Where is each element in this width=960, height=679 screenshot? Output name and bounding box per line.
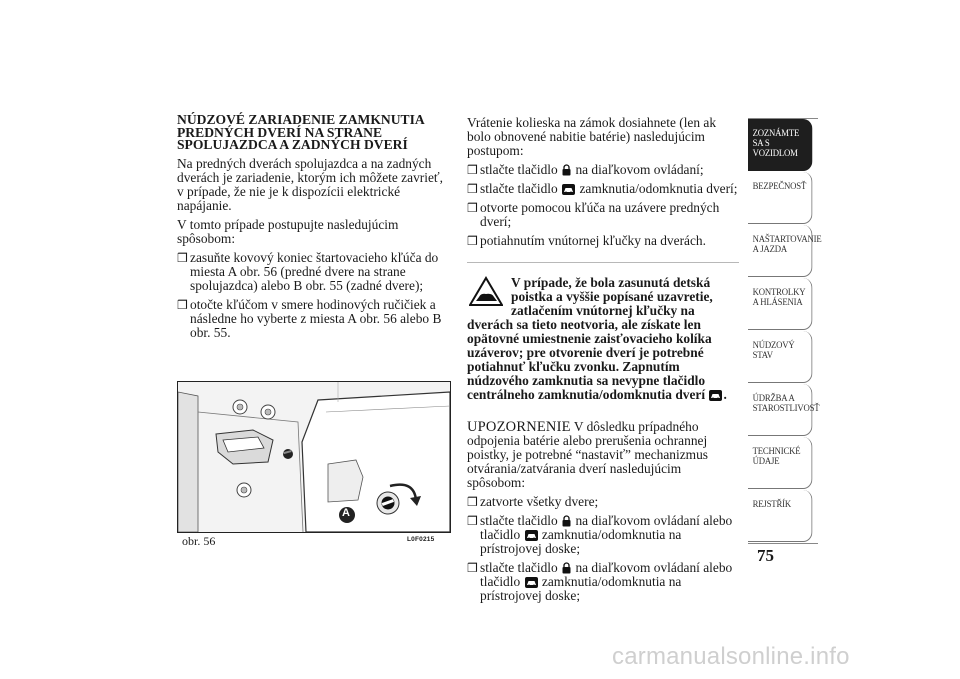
- intro-paragraph: Na predných dverách spolujazdca a na zadných dverách je zariadenie, ktorým ich môžete zavrieť, v prípade, že nie je k dispozícii elektrické napájanie.: [177, 155, 443, 213]
- section-heading: NÚDZOVÉ ZARIADENIE ZAMKNUTIA PREDNÝCH DVERÍ NA STRANE SPOLUJAZDCA A ZADNÝCH DVERÍ: [177, 112, 424, 153]
- warning-triangle-icon: [469, 276, 503, 306]
- list-item: ❒ otvorte pomocou kľúča na uzávere predných dverí;: [467, 201, 739, 229]
- padlock-icon: [562, 164, 571, 176]
- tab-kontrolky[interactable]: KONTROLKY A HLÁSENIA: [748, 278, 812, 330]
- figure-code: L0F0215: [407, 536, 435, 543]
- notice-steps: [467, 495, 739, 603]
- tab-nastartovanie[interactable]: NAŠTARTOVANIE A JAZDA: [748, 225, 812, 277]
- list-item: ❒ zatvorte všetky dvere;: [467, 495, 739, 509]
- procedure-list: [177, 251, 449, 340]
- tab-bezpecnost[interactable]: BEZPEČNOSŤ: [748, 172, 812, 224]
- return-paragraph: Vrátenie kolieska na zámok dosiahnete (len ak bolo obnovené nabitie batérie) nasledujúcim postupom:: [467, 115, 717, 158]
- padlock-icon: [562, 515, 571, 527]
- notice-block: [467, 420, 739, 603]
- tab-technicke-udaje[interactable]: TECHNICKÉ ÚDAJE: [748, 437, 812, 489]
- tab-udrzba[interactable]: ÚDRŽBA A STAROSTLIVOSŤ: [748, 384, 812, 436]
- car-lock-icon: [525, 577, 538, 588]
- list-item: ❒ stlačte tlačidlo zamknutia/odomknutia dverí;: [467, 182, 739, 196]
- figure-56: [177, 381, 451, 533]
- page-number: 75: [757, 546, 774, 565]
- return-steps: [467, 163, 739, 248]
- tab-rejstrik[interactable]: REJSTŘÍK: [748, 490, 812, 542]
- figure-label-a: A: [342, 507, 350, 519]
- list-item: ❒ zasuňte kovový koniec štartovacieho kľúča do miesta A obr. 56 (predné dvere na strane spolujazdca) alebo B obr. 55 (zadné dvere);: [177, 251, 449, 293]
- door-lock-illustration: [178, 382, 450, 532]
- padlock-icon: [562, 562, 571, 574]
- list-item: ❒ otočte kľúčom v smere hodinových ručičiek a následne ho vyberte z miesta A obr. 56 alebo B obr. 55.: [177, 298, 449, 340]
- right-column: [467, 116, 739, 608]
- car-lock-icon: [525, 530, 538, 541]
- list-item: ❒ potiahnutím vnútornej kľučky na dverách.: [467, 234, 739, 248]
- notice-paragraph: UPOZORNENIE V dôsledku prípadného odpojenia batérie alebo prerušenia ochrannej poistky, je potrebné “nastaviť” mechanizmus otvárania/zatvárania dverí nasledujúcim spôsobom:: [467, 419, 708, 490]
- list-item: ❒ stlačte tlačidlo na diaľkovom ovládaní alebo tlačidlo zamknutia/odomknutia na prístrojovej doske;: [467, 561, 739, 603]
- list-item: ❒ stlačte tlačidlo na diaľkovom ovládaní;: [467, 163, 739, 177]
- tab-zoznamte-sa[interactable]: ZOZNÁMTE SA S VOZIDLOM: [748, 119, 812, 171]
- watermark[interactable]: carmanualsonline.info: [612, 643, 850, 670]
- car-lock-icon: [709, 390, 722, 401]
- car-lock-icon: [562, 184, 575, 195]
- chapter-tabs: [748, 118, 822, 544]
- figure-caption: obr. 56: [182, 534, 216, 548]
- warning-box: V prípade, že bola zasunutá detská poistka a vyššie popísané uzavretie, zatlačením vnútornej kľučky na dverách sa tieto neotvoria, ale získate len opätovné umiestnenie zaisťovacieho kolíka uzáverov; pre otvorenie dverí je potrebné potiahnuť kľučku zvonku. Zapnutím núdzového zamknutia sa nevypne tlačidlo centrálneho zamknutia/odomknutia dverí .: [467, 262, 739, 402]
- list-item: ❒ stlačte tlačidlo na diaľkovom ovládaní alebo tlačidlo zamknutia/odomknutia na prístrojovej doske;: [467, 514, 739, 556]
- warning-text: V prípade, že bola zasunutá detská poistka a vyššie popísané uzavretie, zatlačením vnútornej kľučky na dverách sa tieto neotvoria, ale získate len opätovné umiestnenie zaisťovacieho kolíka uzáverov; pre otvorenie dverí je potrebné potiahnuť kľučku zvonku. Zapnutím núdzového zamknutia sa nevypne tlačidlo centrálneho zamknutia/odomknutia dverí: [467, 275, 713, 402]
- procedure-paragraph: V tomto prípade postupujte nasledujúcim spôsobom:: [177, 216, 399, 246]
- notice-word: UPOZORNENIE: [467, 419, 571, 435]
- tab-nudzovy-stav[interactable]: NÚDZOVÝ STAV: [748, 331, 812, 383]
- left-column: [177, 114, 449, 345]
